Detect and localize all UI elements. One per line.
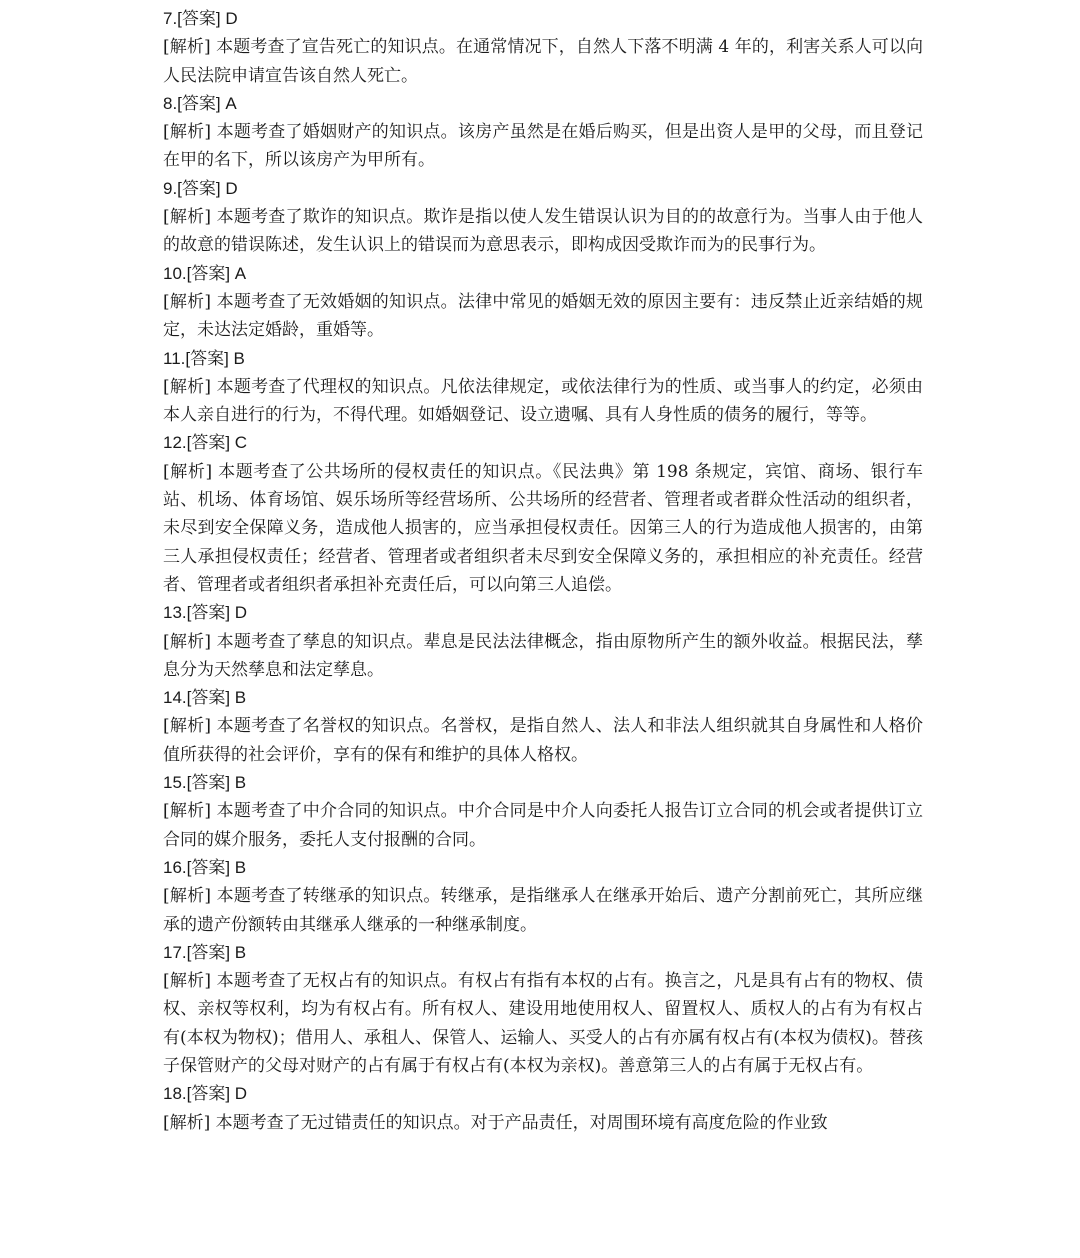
answer-7: 7.[答案] D [163,9,238,28]
analysis-15: [解析] 本题考查了中介合同的知识点。中介合同是中介人向委托人报告订立合同的机会或者提供订立合同的媒介服务，委托人支付报酬的合同。 [163,801,923,850]
answer-16: 16.[答案] B [163,857,247,877]
analysis-18: [解析] 本题考查了无过错责任的知识点。对于产品责任，对周围环境有高度危险的作业致 [163,1112,828,1133]
answer-8: 8.[答案] A [163,93,237,113]
answer-14: 14.[答案] B [163,688,247,708]
analysis-16: [解析] 本题考查了转继承的知识点。转继承，是指继承人在继承开始后、遗产分割前死亡，其所应继承的遗产份额转由其继承人继承的一种继承制度。 [163,886,923,935]
analysis-13: [解析] 本题考查了孳息的知识点。辈息是民法法律概念，指由原物所产生的额外收益。根据民法，孳息分为天然孳息和法定孳息。 [163,631,923,680]
answer-11: 11.[答案] B [163,348,245,368]
answer-key-document [163,5,923,1137]
analysis-17: [解析] 本题考查了无权占有的知识点。有权占有指有本权的占有。换言之，凡是具有占有的物权、债权、亲权等权利，均为有权占有。所有权人、建设用地使用权人、留置权人、质权人的占有为有权占有(本权为物权)；借用人、承租人、保管人、运输人、买受人的占有亦属有权占有(本权为债权)。替孩子保管财产的父母对财产的占有属于有权占有(本权为亲权)。善意第三人的占有属于无权占有。 [163,971,923,1076]
analysis-8: [解析] 本题考查了婚姻财产的知识点。该房产虽然是在婚后购买，但是出资人是甲的父母，而且登记在甲的名下，所以该房产为甲所有。 [163,122,923,171]
answer-17: 17.[答案] B [163,942,247,962]
answer-10: 10.[答案] A [163,263,247,283]
analysis-12: [解析] 本题考查了公共场所的侵权责任的知识点。《民法典》第 198 条规定，宾馆、商场、银行车站、机场、体育场馆、娱乐场所等经营场所、公共场所的经营者、管理者或者群众性活动的组织者，未尽到安全保障义务，造成他人损害的，应当承担侵权责任。因第三人的行为造成他人损害的，由第三人承担侵权责任；经营者、管理者或者组织者未尽到安全保障义务的，承担相应的补充责任。经营者、管理者或者组织者承担补充责任后，可以向第三人追偿。 [163,461,923,595]
answer-15: 15.[答案] B [163,773,247,793]
analysis-10: [解析] 本题考查了无效婚姻的知识点。法律中常见的婚姻无效的原因主要有：违反禁止近亲结婚的规定，未达法定婚龄，重婚等。 [163,291,923,341]
analysis-14: [解析] 本题考查了名誉权的知识点。名誉权，是指自然人、法人和非法人组织就其自身属性和人格价值所获得的社会评价，享有的保有和维护的具体人格权。 [163,716,923,765]
answer-9: 9.[答案] D [163,178,238,198]
answer-13: 13.[答案] D [163,603,248,623]
analysis-9: [解析] 本题考查了欺诈的知识点。欺诈是指以使人发生错误认识为目的的故意行为。当事人由于他人的故意的错误陈述，发生认识上的错误而为意思表示，即构成因受欺诈而为的民事行为。 [163,207,923,256]
answer-12: 12.[答案] C [163,433,248,453]
analysis-7: [解析] 本题考查了宣告死亡的知识点。在通常情况下，自然人下落不明满 4 年的，利害关系人可以向人民法院申请宣告该自然人死亡。 [163,37,923,86]
answer-18: 18.[答案] D [163,1084,248,1104]
analysis-11: [解析] 本题考查了代理权的知识点。凡依法律规定，或依法律行为的性质、或当事人的约定，必须由本人亲自进行的行为，不得代理。如婚姻登记、设立遗嘱、具有人身性质的债务的履行，等等。 [163,376,923,426]
